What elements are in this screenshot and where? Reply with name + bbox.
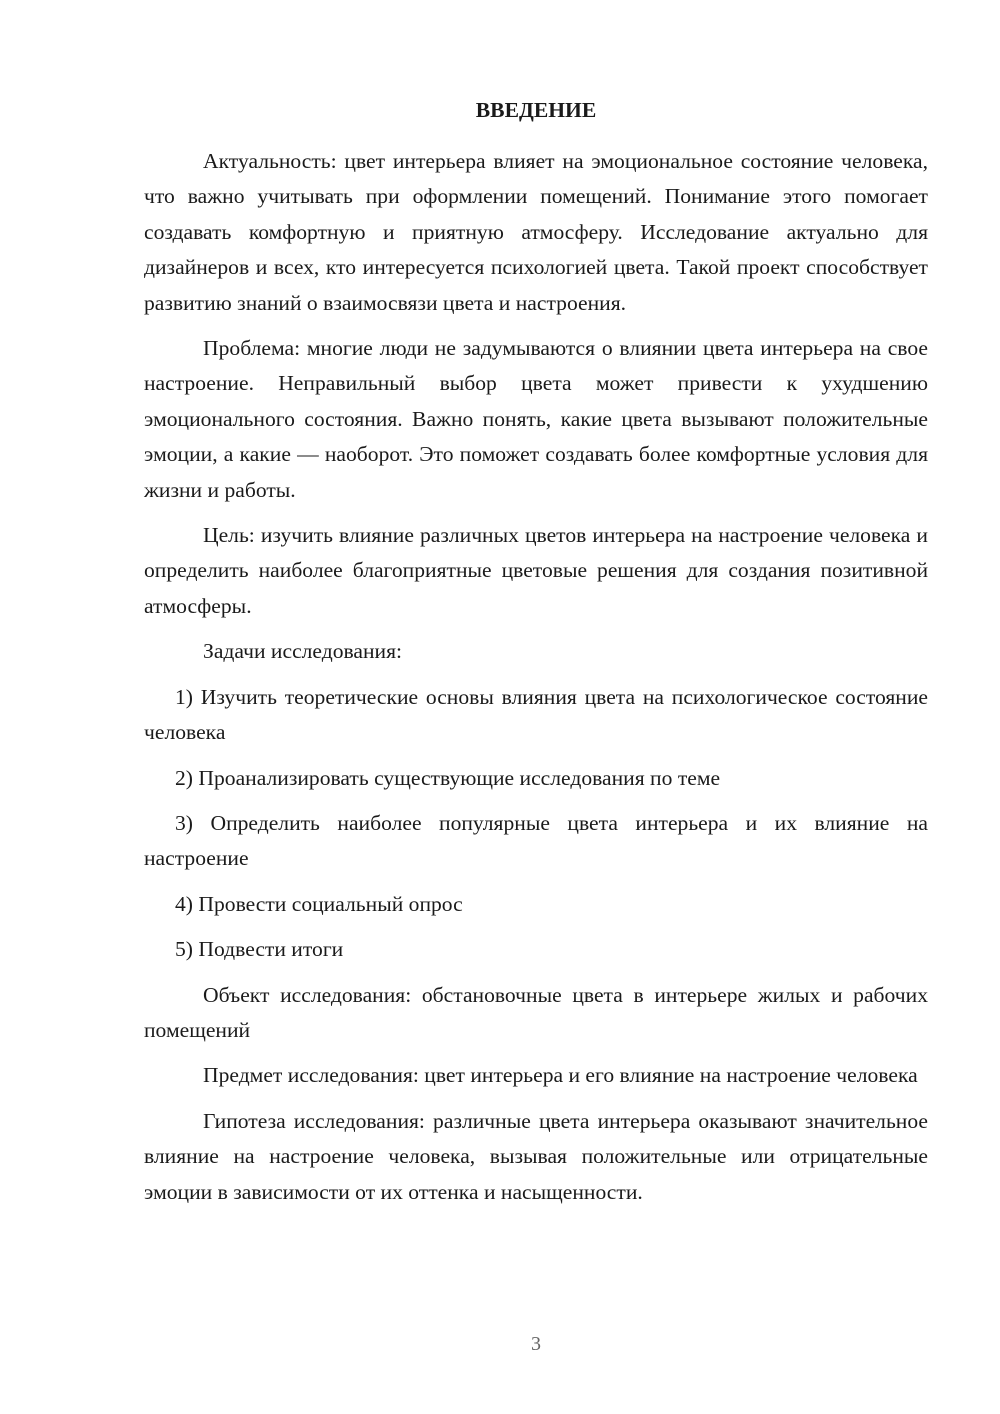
task-item-5: 5) Подвести итоги (175, 937, 344, 962)
goal-paragraph: Цель: изучить влияние различных цветов интерьера на настроение человека и определить наиболее благоприятные цветовые решения для создания позитивной атмосферы. (144, 523, 928, 618)
tasks-heading: Задачи исследования: (203, 639, 403, 664)
object-paragraph: Объект исследования: обстановочные цвета в интерьере жилых и рабочих помещений (144, 982, 928, 1042)
task-item-3: 3) Определить наиболее популярные цвета интерьера и их влияние на настроение (144, 810, 928, 871)
task-item-4: 4) Провести социальный опрос (175, 891, 463, 916)
page-title: ВВЕДЕНИЕ (475, 98, 597, 122)
subject-paragraph: Предмет исследования: цвет интерьера и его влияние на настроение человека (203, 1063, 918, 1088)
page-number: 3 (531, 1333, 541, 1355)
document-page (144, 92, 928, 1220)
problem-paragraph: Проблема: многие люди не задумываются о влиянии цвета интерьера на свое настроение. Неправильный выбор цвета может привести к ухудшению эмоционального состояния. Важно понять, какие цвета вызывают положительные эмоции, а какие — наоборот. Это поможет создавать более комфортные условия для жизни и работы. (144, 336, 928, 502)
hypothesis-paragraph: Гипотеза исследования: различные цвета интерьера оказывают значительное влияние на настроение человека, вызывая положительные или отрицательные эмоции в зависимости от их оттенка и насыщенности. (144, 1108, 928, 1204)
task-item-2: 2) Проанализировать существующие исследования по теме (175, 765, 721, 790)
task-item-1: 1) Изучить теоретические основы влияния цвета на психологическое состояние человека (144, 684, 928, 745)
relevance-paragraph: Актуальность: цвет интерьера влияет на эмоциональное состояние человека, что важно учитывать при оформлении помещений. Понимание этого помогает создавать комфортную и приятную атмосферу. Исследование актуально для дизайнеров и всех, кто интересуется психологией цвета. Такой проект способствует развитию знаний о взаимосвязи цвета и настроения. (144, 149, 928, 315)
